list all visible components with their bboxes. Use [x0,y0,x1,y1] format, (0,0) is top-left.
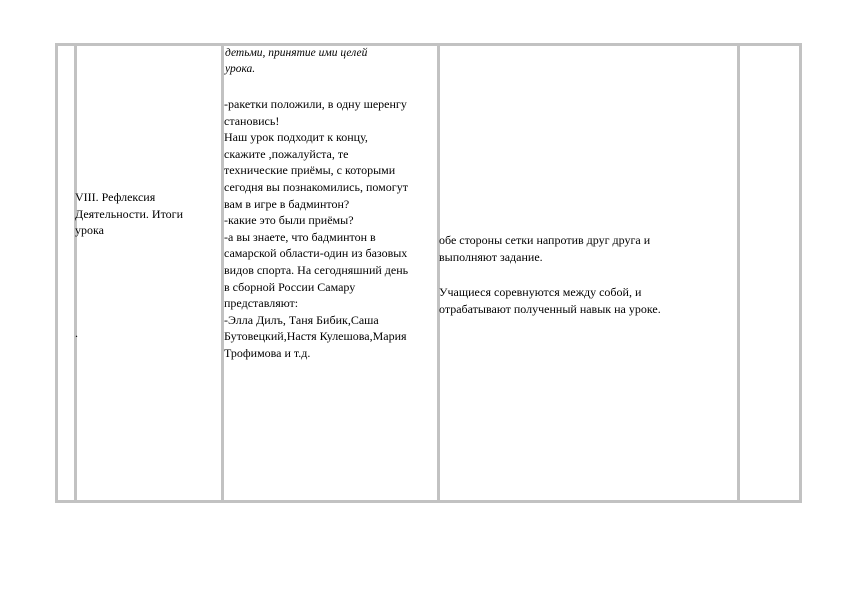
student-activity-text-1: обе стороны сетки напротив друг друга и выполняют задание. [439,233,651,264]
column-divider-1 [74,43,77,503]
lesson-stage-title: VIII. Рефлексия Деятельности. Итоги урока [75,190,184,238]
teacher-activity-text: -ракетки положили, в одну шеренгу становись! Наш урок подходит к концу, скажите ,пожалуйста, те технические приёмы, с которыми сегодня вы познакомились, помогут вам в игре в бадминтон? -какие это были приёмы? -а вы знаете, что бадминтон в самарской области-один из базовых видов спорта. На сегодняшний день в сборной России Самару представляют: -Элла Дилъ, Таня Бибик,Саша Бутовецкий,Настя Кулешова,Мария Трофимова и т.д. [224,97,409,360]
student-activity-text-2: Учащиеся соревнуются между собой, и отрабатывают полученный навык на уроке. [439,285,661,316]
column-divider-4 [737,43,740,503]
teacher-activity-intro: детьми, принятие ими целей урока. [225,47,368,75]
stage-cell-dot: . [75,326,78,340]
